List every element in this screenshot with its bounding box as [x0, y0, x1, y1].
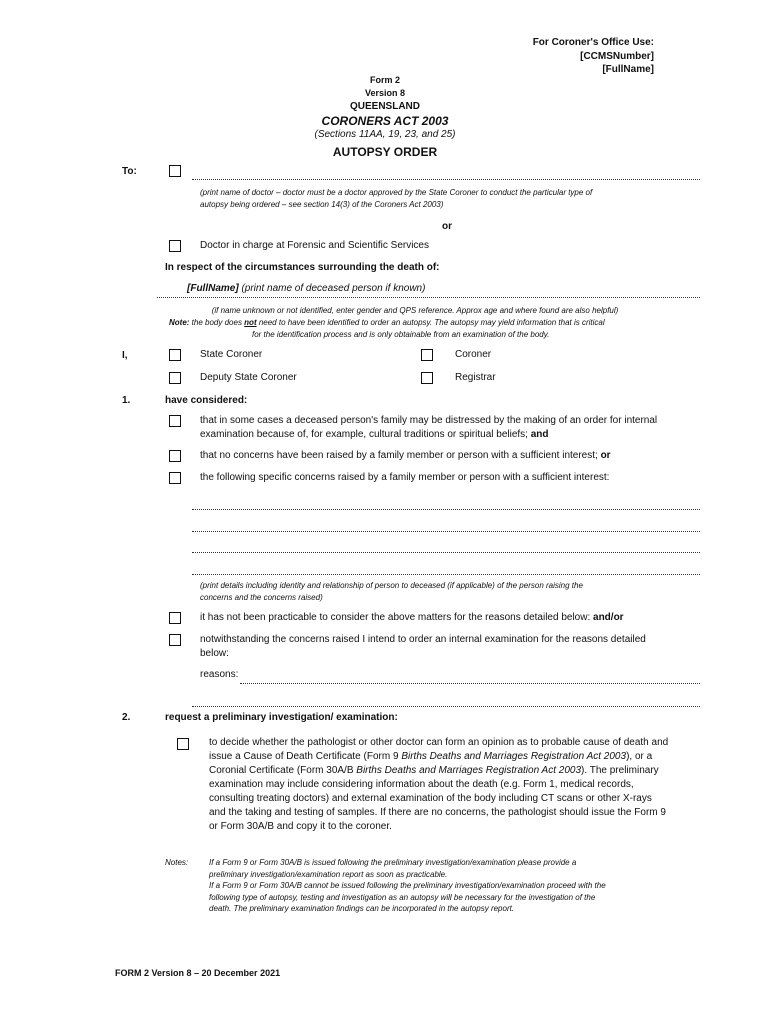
i-label: I,: [122, 350, 128, 361]
coroner-checkbox[interactable]: [421, 349, 433, 361]
specific-concerns-text: the following specific concerns raised by a family member or person with a sufficient interest:: [200, 472, 610, 483]
doctor-name-hint: (print name of doctor – doctor must be a doctor approved by the State Coroner to conduct the particular type of autopsy being ordered – see section 14(3) of the Coroners Act 2003): [200, 188, 593, 209]
reasons-label: reasons:: [200, 669, 239, 680]
registrar-checkbox[interactable]: [421, 372, 433, 384]
deceased-name: [FullName]: [187, 283, 239, 294]
not-practicable-text: it has not been practicable to consider the above matters for the reasons detailed below: and/or: [200, 612, 624, 623]
family-distress-checkbox[interactable]: [169, 415, 181, 427]
section-2-number: 2.: [122, 712, 131, 723]
preliminary-investigation-checkbox[interactable]: [177, 738, 189, 750]
concerns-line-4[interactable]: [192, 574, 700, 575]
section-1-heading: have considered:: [165, 395, 248, 406]
specific-concerns-checkbox[interactable]: [169, 472, 181, 484]
family-distress-text: that in some cases a deceased person's family may be distressed by the making of an order for internal examination because of, for example, cultural traditions or spiritual beliefs; and: [200, 415, 658, 440]
section-2-heading: request a preliminary investigation/ examination:: [165, 712, 398, 723]
act-name: CORONERS ACT 2003: [321, 114, 449, 128]
deceased-name-line[interactable]: [157, 297, 700, 298]
office-fullname: [FullName]: [602, 64, 654, 75]
concerns-line-2[interactable]: [192, 531, 700, 532]
forensic-doctor-checkbox[interactable]: [169, 240, 181, 252]
deceased-hint-2: Note: the body does not need to have been identified to order an autopsy. The autopsy may yield information that is critical: [169, 318, 605, 327]
doctor-name-checkbox[interactable]: [169, 165, 181, 177]
or-label: or: [442, 221, 452, 232]
form-title: AUTOPSY ORDER: [332, 145, 438, 159]
deceased-name-hint: (print name of deceased person if known): [238, 283, 426, 294]
deceased-hint-1: (if name unknown or not identified, enter gender and QPS reference. Approx age and where found are also helpful): [211, 306, 619, 315]
deceased-heading: In respect of the circumstances surrounding the death of:: [165, 262, 440, 273]
no-concerns-text: that no concerns have been raised by a family member or person with a sufficient interest; or: [200, 450, 611, 461]
forensic-doctor-label: Doctor in charge at Forensic and Scientific Services: [200, 240, 429, 251]
state-name: QUEENSLAND: [349, 101, 420, 112]
not-practicable-checkbox[interactable]: [169, 612, 181, 624]
preliminary-investigation-text: to decide whether the pathologist or other doctor can form an opinion as to probable cause of death and issue a Cause of Death Certificate (Form 9 Births Deaths and Marriages Registration Act 2003), or a Coronial Certificate (Form 30A/B Births Deaths and Marriages Registration Act 2003). The preliminary examination may include considering information about the death (e.g. Form 1, medical records, consulting treating doctors) and external examination of the body including CT scans or other X-rays and the taking and testing of samples. If there are no concerns, the pathologist should issue the Form 9 or Form 30A/B and copy it to the coroner.: [209, 737, 669, 832]
section-1-number: 1.: [122, 395, 131, 406]
office-use-block: [440, 36, 654, 77]
state-coroner-label: State Coroner: [200, 349, 263, 360]
concerns-line-3[interactable]: [192, 552, 700, 553]
notes-text: If a Form 9 or Form 30A/B is issued following the preliminary investigation/examination please provide a preliminary investigation/examination report as soon as practicable. If a Form 9 or Form 30A/B cannot be issued following the preliminary investigation/examination proceed with the following type of autopsy, testing and investigation as an autopsy will be necessary for the investigation of the death. The preliminary examination findings can be incorporated in the autopsy report.: [209, 858, 606, 913]
deceased-name-row: [187, 282, 425, 296]
concerns-details-hint: (print details including identity and relationship of person to deceased (if applicable) of the person raising the concerns and the concerns raised): [200, 581, 583, 602]
notwithstanding-checkbox[interactable]: [169, 634, 181, 646]
notwithstanding-text: notwithstanding the concerns raised I intend to order an internal examination for the reasons detailed below:: [200, 634, 646, 659]
reasons-line-2[interactable]: [192, 706, 700, 707]
to-label: To:: [122, 166, 137, 177]
form-number: Form 2: [369, 75, 400, 85]
form-version: Version 8: [364, 88, 406, 98]
doctor-name-line[interactable]: [192, 179, 700, 180]
deputy-state-coroner-checkbox[interactable]: [169, 372, 181, 384]
act-sections: (Sections 11AA, 19, 23, and 25): [314, 129, 456, 140]
footer-version: FORM 2 Version 8 – 20 December 2021: [115, 968, 281, 978]
office-use-heading: For Coroner's Office Use:: [532, 37, 654, 48]
deputy-state-coroner-label: Deputy State Coroner: [200, 372, 297, 383]
no-concerns-checkbox[interactable]: [169, 450, 181, 462]
registrar-label: Registrar: [455, 372, 496, 383]
reasons-line-1[interactable]: [240, 683, 700, 684]
concerns-line-1[interactable]: [192, 509, 700, 510]
state-coroner-checkbox[interactable]: [169, 349, 181, 361]
ccms-number: [CCMSNumber]: [580, 50, 654, 62]
coroner-label: Coroner: [455, 349, 492, 360]
notes-label: Notes:: [165, 858, 189, 867]
deceased-hint-3: for the identification process and is only obtainable from an examination of the body.: [252, 330, 550, 339]
